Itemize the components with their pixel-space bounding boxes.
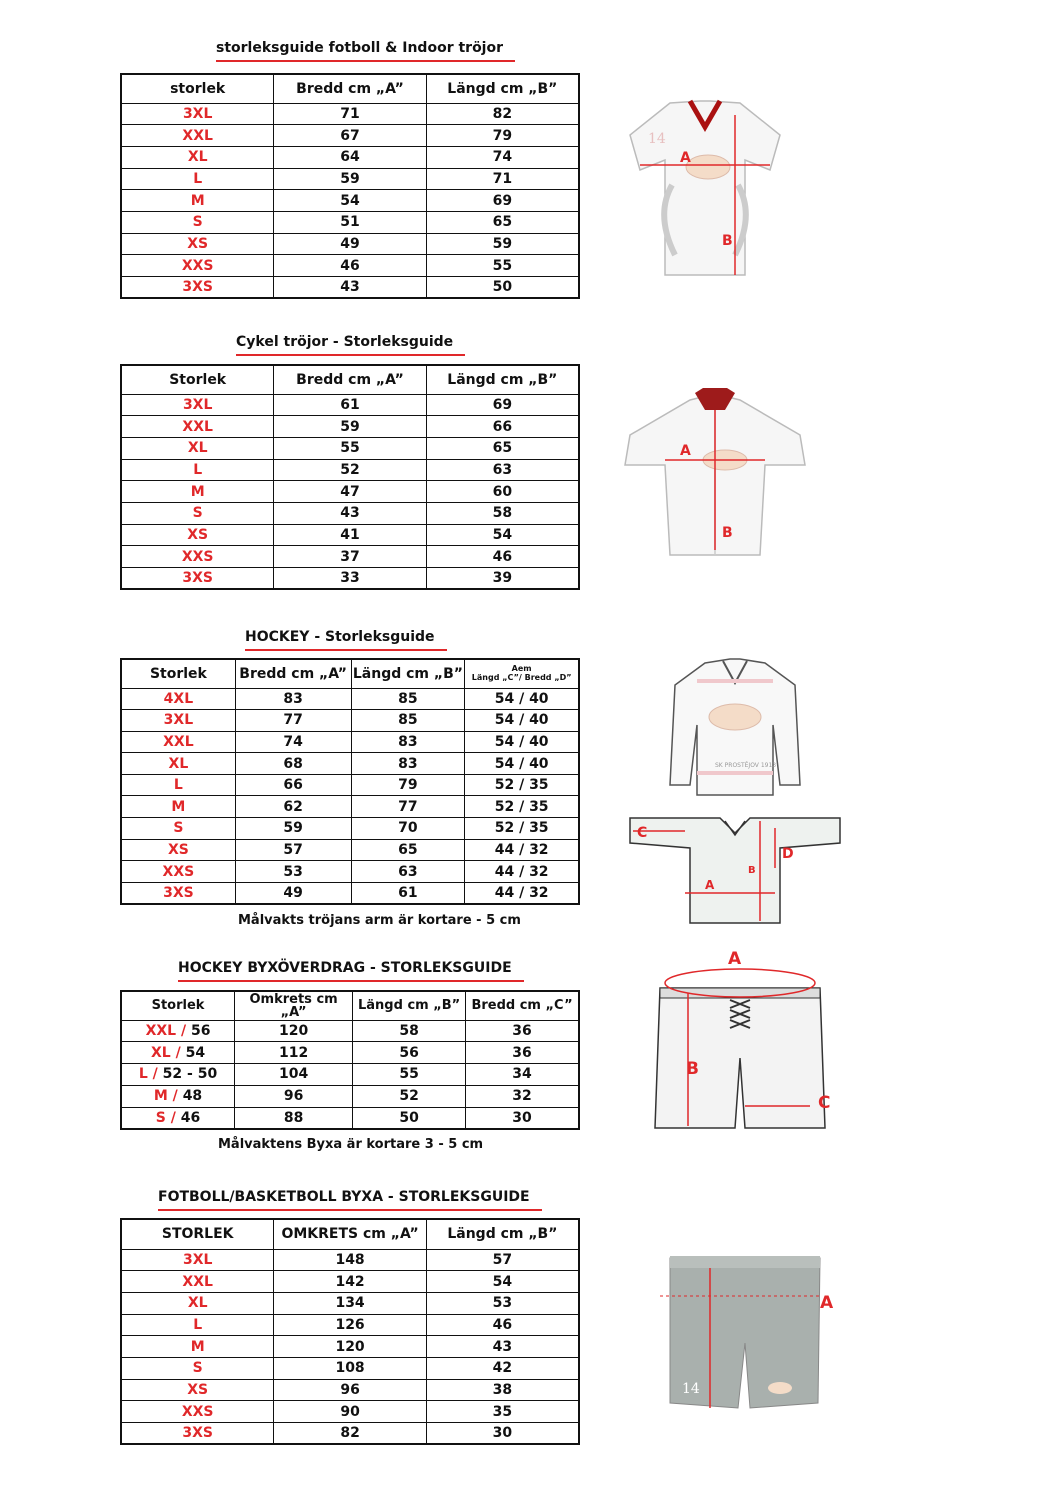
value-cell: 32 <box>466 1085 579 1107</box>
hockey-size-table <box>120 658 580 905</box>
value-cell: 108 <box>274 1357 426 1379</box>
value-cell: 53 <box>235 861 351 883</box>
value-cell: 148 <box>274 1249 426 1271</box>
size-cell: 3XS <box>121 1423 274 1445</box>
table-row <box>121 1357 579 1379</box>
value-cell: 54 <box>426 524 579 546</box>
size-separator: / <box>147 1066 163 1083</box>
size-cell: 3XS <box>121 277 274 299</box>
value-cell: 71 <box>426 168 579 190</box>
value-cell: 54 / 40 <box>465 710 579 732</box>
table-row <box>121 1249 579 1271</box>
value-cell: 46 <box>426 546 579 568</box>
value-cell: 54 <box>426 1271 579 1293</box>
value-cell: 82 <box>426 103 579 125</box>
size-cell: 4XL <box>121 688 235 710</box>
shorts-size-table <box>120 1218 580 1445</box>
column-header: Bredd cm „A” <box>235 659 351 688</box>
value-cell: 66 <box>426 416 579 438</box>
size-letter: L <box>138 1066 148 1083</box>
size-cell: M <box>121 190 274 212</box>
table-row <box>121 1020 579 1042</box>
size-cell: M <box>121 1336 274 1358</box>
value-cell: 43 <box>274 277 426 299</box>
size-cell: 3XL <box>121 103 274 125</box>
size-cell: 3XL <box>121 710 235 732</box>
value-cell: 96 <box>235 1085 353 1107</box>
size-letter: S <box>155 1109 166 1126</box>
value-cell: 46 <box>274 255 426 277</box>
value-cell: 52 / 35 <box>465 818 579 840</box>
table-row <box>121 394 579 416</box>
value-cell: 44 / 32 <box>465 839 579 861</box>
value-cell: 36 <box>466 1042 579 1064</box>
table-row <box>121 688 579 710</box>
size-cell: M <box>121 796 235 818</box>
value-cell: 85 <box>351 688 465 710</box>
size-number: 48 <box>182 1088 203 1105</box>
value-cell: 49 <box>235 882 351 904</box>
table-row <box>121 481 579 503</box>
value-cell: 96 <box>274 1379 426 1401</box>
value-cell: 42 <box>426 1357 579 1379</box>
value-cell: 44 / 32 <box>465 882 579 904</box>
size-cell: 3XS <box>121 568 274 590</box>
football-size-table <box>120 73 580 299</box>
column-header <box>465 659 579 688</box>
value-cell: 35 <box>426 1401 579 1423</box>
value-cell: 134 <box>274 1292 426 1314</box>
size-cell: XXL <box>121 125 274 147</box>
size-cell: S <box>121 1357 274 1379</box>
value-cell: 68 <box>235 753 351 775</box>
value-cell: 69 <box>426 394 579 416</box>
size-separator: / <box>167 1088 183 1105</box>
value-cell: 120 <box>274 1336 426 1358</box>
value-cell: 65 <box>426 211 579 233</box>
value-cell: 57 <box>426 1249 579 1271</box>
label-c: C <box>818 1093 831 1113</box>
value-cell: 61 <box>274 394 426 416</box>
shorts-number: 14 <box>682 1381 700 1397</box>
value-cell: 77 <box>351 796 465 818</box>
size-number: 46 <box>180 1109 201 1126</box>
size-cell <box>121 1064 235 1086</box>
size-cell: 3XL <box>121 394 274 416</box>
size-number: 56 <box>190 1022 211 1039</box>
column-header: Bredd cm „A” <box>274 365 426 394</box>
label-b: B <box>686 1059 699 1079</box>
value-cell: 74 <box>426 146 579 168</box>
header-line: Längd „C”/ Bredd „D” <box>471 672 572 682</box>
value-cell: 37 <box>274 546 426 568</box>
hockey-note: Målvakts tröjans arm är kortare - 5 cm <box>238 913 521 928</box>
hockey-jersey-illustration <box>665 655 805 809</box>
value-cell: 54 / 40 <box>465 688 579 710</box>
column-header: Längd cm „B” <box>426 365 579 394</box>
label-b: B <box>722 233 733 249</box>
table-row <box>121 1042 579 1064</box>
hockey-flat-illustration <box>625 813 850 932</box>
hockey-pants-size-table <box>120 990 580 1130</box>
size-cell: XS <box>121 233 274 255</box>
value-cell: 59 <box>274 416 426 438</box>
label-a: A <box>680 150 691 166</box>
value-cell: 126 <box>274 1314 426 1336</box>
label-a: A <box>728 949 742 969</box>
value-cell: 56 <box>353 1042 466 1064</box>
value-cell: 64 <box>274 146 426 168</box>
value-cell: 52 / 35 <box>465 796 579 818</box>
size-cell: 3XL <box>121 1249 274 1271</box>
size-cell: XL <box>121 437 274 459</box>
table-row <box>121 211 579 233</box>
column-header: Längd cm „B” <box>353 991 466 1020</box>
column-header: Storlek <box>121 659 235 688</box>
size-cell: XS <box>121 524 274 546</box>
table-row <box>121 146 579 168</box>
value-cell: 55 <box>274 437 426 459</box>
value-cell: 90 <box>274 1401 426 1423</box>
table-row <box>121 1423 579 1445</box>
table-row <box>121 1314 579 1336</box>
value-cell: 65 <box>351 839 465 861</box>
value-cell: 55 <box>353 1064 466 1086</box>
label-a: A <box>705 878 715 892</box>
value-cell: 63 <box>426 459 579 481</box>
column-header: Storlek <box>121 365 274 394</box>
value-cell: 58 <box>353 1020 466 1042</box>
value-cell: 66 <box>235 774 351 796</box>
value-cell: 70 <box>351 818 465 840</box>
size-cell <box>121 1107 235 1129</box>
size-cell: L <box>121 774 235 796</box>
value-cell: 79 <box>351 774 465 796</box>
value-cell: 46 <box>426 1314 579 1336</box>
table-row <box>121 190 579 212</box>
table-row <box>121 839 579 861</box>
value-cell: 71 <box>274 103 426 125</box>
label-c: C <box>637 825 648 841</box>
size-letter: XXL <box>145 1022 177 1039</box>
table-row <box>121 546 579 568</box>
value-cell: 33 <box>274 568 426 590</box>
table-row <box>121 1292 579 1314</box>
hockey-pants-note: Målvaktens Byxa är kortare 3 - 5 cm <box>218 1137 484 1152</box>
cycling-size-table <box>120 364 580 590</box>
hockey-pants-title: HOCKEY BYXÖVERDRAG - STORLEKSGUIDE <box>178 960 512 976</box>
value-cell: 43 <box>274 502 426 524</box>
table-row <box>121 524 579 546</box>
size-cell: S <box>121 211 274 233</box>
table-row <box>121 882 579 904</box>
value-cell: 142 <box>274 1271 426 1293</box>
table-row <box>121 255 579 277</box>
column-header: Bredd cm „C” <box>466 991 579 1020</box>
value-cell: 36 <box>466 1020 579 1042</box>
value-cell: 82 <box>274 1423 426 1445</box>
cycling-shirt-illustration <box>615 385 815 569</box>
size-separator: / <box>165 1109 181 1126</box>
value-cell: 83 <box>351 753 465 775</box>
size-cell: XL <box>121 146 274 168</box>
value-cell: 62 <box>235 796 351 818</box>
value-cell: 53 <box>426 1292 579 1314</box>
table-row <box>121 1401 579 1423</box>
size-cell: S <box>121 818 235 840</box>
table-row <box>121 103 579 125</box>
value-cell: 79 <box>426 125 579 147</box>
size-cell: 3XS <box>121 882 235 904</box>
value-cell: 60 <box>426 481 579 503</box>
value-cell: 88 <box>235 1107 353 1129</box>
value-cell: 52 <box>353 1085 466 1107</box>
table-row <box>121 1379 579 1401</box>
hockey-title: HOCKEY - Storleksguide <box>245 629 435 645</box>
cycling-title: Cykel tröjor - Storleksguide <box>236 334 453 350</box>
size-number: 54 <box>185 1044 206 1061</box>
jersey-text: SK PROSTĚJOV 1913 <box>715 762 777 769</box>
value-cell: 55 <box>426 255 579 277</box>
size-cell <box>121 1020 235 1042</box>
value-cell: 30 <box>466 1107 579 1129</box>
value-cell: 104 <box>235 1064 353 1086</box>
table-row <box>121 416 579 438</box>
value-cell: 54 / 40 <box>465 753 579 775</box>
value-cell: 59 <box>235 818 351 840</box>
table-row <box>121 125 579 147</box>
size-separator: / <box>170 1044 186 1061</box>
value-cell: 39 <box>426 568 579 590</box>
value-cell: 83 <box>235 688 351 710</box>
size-cell: L <box>121 459 274 481</box>
table-row <box>121 753 579 775</box>
column-header: Bredd cm „A” <box>274 74 426 103</box>
value-cell: 50 <box>353 1107 466 1129</box>
size-cell: M <box>121 481 274 503</box>
value-cell: 41 <box>274 524 426 546</box>
value-cell: 38 <box>426 1379 579 1401</box>
size-cell: XS <box>121 839 235 861</box>
column-header: Omkrets cm „A” <box>235 991 353 1020</box>
table-row <box>121 1064 579 1086</box>
value-cell: 30 <box>426 1423 579 1445</box>
table-row <box>121 233 579 255</box>
value-cell: 74 <box>235 731 351 753</box>
size-cell: XXS <box>121 1401 274 1423</box>
size-cell <box>121 1085 235 1107</box>
hockey-pants-illustration <box>640 948 840 1137</box>
value-cell: 47 <box>274 481 426 503</box>
value-cell: 85 <box>351 710 465 732</box>
value-cell: 120 <box>235 1020 353 1042</box>
label-a: A <box>680 443 691 459</box>
size-cell: XXS <box>121 861 235 883</box>
value-cell: 69 <box>426 190 579 212</box>
column-header: OMKRETS cm „A” <box>274 1219 426 1249</box>
size-cell: XL <box>121 753 235 775</box>
table-row <box>121 277 579 299</box>
table-row <box>121 796 579 818</box>
value-cell: 61 <box>351 882 465 904</box>
value-cell: 54 <box>274 190 426 212</box>
header-line: Aem <box>511 663 532 673</box>
value-cell: 58 <box>426 502 579 524</box>
value-cell: 65 <box>426 437 579 459</box>
value-cell: 83 <box>351 731 465 753</box>
table-row <box>121 502 579 524</box>
value-cell: 63 <box>351 861 465 883</box>
table-row <box>121 710 579 732</box>
value-cell: 44 / 32 <box>465 861 579 883</box>
size-number: 52 - 50 <box>162 1066 218 1083</box>
size-cell: XXS <box>121 546 274 568</box>
shorts-illustration <box>650 1248 850 1422</box>
size-cell: S <box>121 502 274 524</box>
size-cell <box>121 1042 235 1064</box>
table-row <box>121 459 579 481</box>
size-letter: XL <box>150 1044 171 1061</box>
value-cell: 50 <box>426 277 579 299</box>
value-cell: 112 <box>235 1042 353 1064</box>
column-header: Storlek <box>121 991 235 1020</box>
column-header: Längd cm „B” <box>426 74 579 103</box>
shorts-title: FOTBOLL/BASKETBOLL BYXA - STORLEKSGUIDE <box>158 1189 530 1205</box>
size-cell: XS <box>121 1379 274 1401</box>
table-row <box>121 1107 579 1129</box>
column-header: storlek <box>121 74 274 103</box>
label-b: B <box>748 865 756 876</box>
value-cell: 43 <box>426 1336 579 1358</box>
table-row <box>121 774 579 796</box>
size-letter: M <box>153 1088 168 1105</box>
table-row <box>121 818 579 840</box>
table-row <box>121 1085 579 1107</box>
shirt-number: 14 <box>648 131 666 147</box>
label-d: D <box>782 846 794 862</box>
column-header: STORLEK <box>121 1219 274 1249</box>
size-cell: XXS <box>121 255 274 277</box>
table-row <box>121 437 579 459</box>
table-row <box>121 168 579 190</box>
size-cell: XXL <box>121 1271 274 1293</box>
size-separator: / <box>176 1022 191 1039</box>
table-row <box>121 861 579 883</box>
label-b: B <box>722 525 733 541</box>
value-cell: 52 / 35 <box>465 774 579 796</box>
football-shirt-illustration <box>620 95 790 284</box>
value-cell: 52 <box>274 459 426 481</box>
label-a: A <box>820 1293 834 1313</box>
column-header: Längd cm „B” <box>351 659 465 688</box>
value-cell: 57 <box>235 839 351 861</box>
value-cell: 59 <box>426 233 579 255</box>
football-title: storleksguide fotboll & Indoor tröjor <box>216 40 503 56</box>
table-row <box>121 1336 579 1358</box>
table-row <box>121 731 579 753</box>
value-cell: 51 <box>274 211 426 233</box>
value-cell: 34 <box>466 1064 579 1086</box>
value-cell: 77 <box>235 710 351 732</box>
table-row <box>121 1271 579 1293</box>
size-cell: XL <box>121 1292 274 1314</box>
value-cell: 67 <box>274 125 426 147</box>
size-cell: L <box>121 1314 274 1336</box>
value-cell: 59 <box>274 168 426 190</box>
value-cell: 54 / 40 <box>465 731 579 753</box>
column-header: Längd cm „B” <box>426 1219 579 1249</box>
size-cell: XXL <box>121 416 274 438</box>
size-cell: L <box>121 168 274 190</box>
table-row <box>121 568 579 590</box>
value-cell: 49 <box>274 233 426 255</box>
size-cell: XXL <box>121 731 235 753</box>
